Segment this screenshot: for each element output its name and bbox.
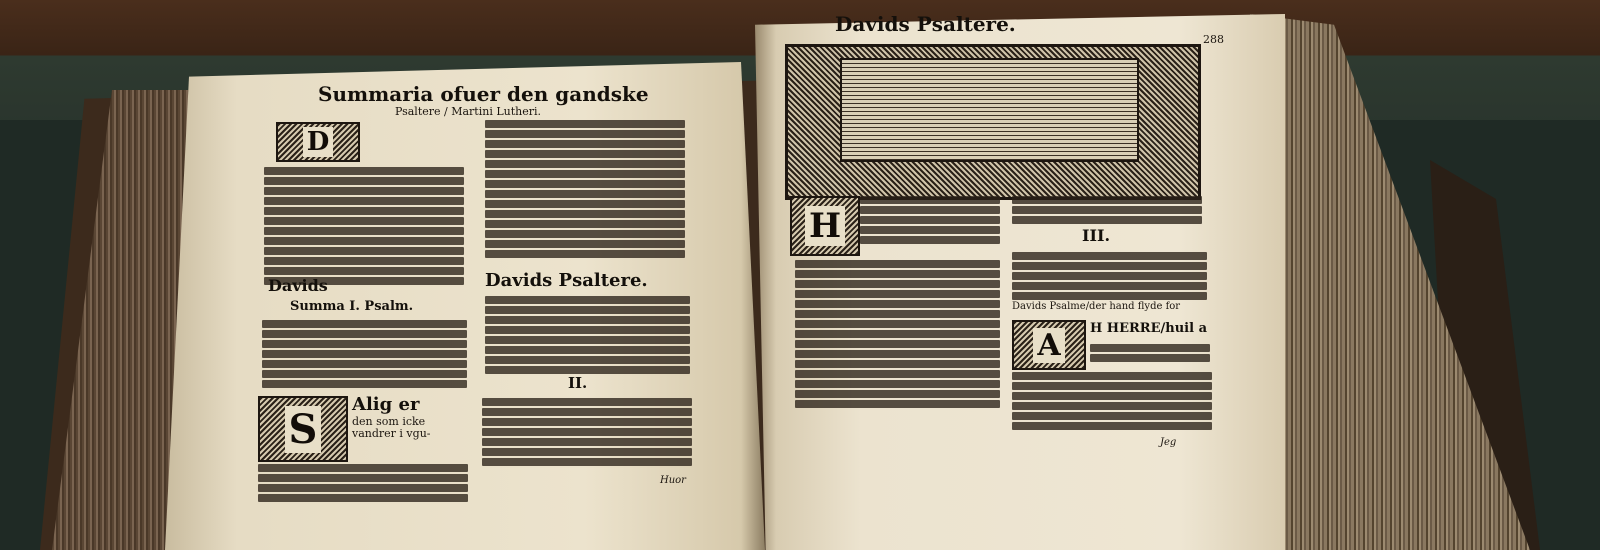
left-section-title: Davids Psaltere. xyxy=(485,270,648,291)
psalm-label: Summa I. Psalm. xyxy=(290,299,414,314)
left-page-subheading: Psaltere / Martini Lutheri. xyxy=(395,105,542,118)
decorated-initial-d: D xyxy=(276,122,360,162)
page-number: 288 xyxy=(1203,33,1224,46)
right-column-text-1 xyxy=(485,118,685,260)
psalm-1-verse-text xyxy=(258,462,468,504)
catchword: Huor xyxy=(660,475,686,486)
left-numeral: II. xyxy=(568,374,588,392)
right-column-text-2 xyxy=(795,258,1000,410)
left-column-text-1 xyxy=(264,165,464,287)
psalm-1-text xyxy=(485,294,690,376)
closing-catchword: Jeg xyxy=(1160,437,1177,448)
initial-text-a: H HERRE/huil a xyxy=(1090,321,1207,336)
right-column-text-6 xyxy=(1012,370,1212,432)
right-column-text-3 xyxy=(1012,194,1202,226)
right-page-heading: Davids Psaltere. xyxy=(835,12,1016,36)
right-column-text-4 xyxy=(1012,250,1207,302)
right-column-text-1 xyxy=(860,194,1000,246)
right-column-text-5 xyxy=(1090,342,1210,364)
decorated-initial-s: S xyxy=(258,396,348,462)
decorated-initial-a: A xyxy=(1012,320,1086,370)
davids-label-left: Davids xyxy=(268,276,328,295)
psalm-2-text xyxy=(482,396,692,468)
psalm-summary-text xyxy=(262,318,467,390)
woodcut-illustration-scene xyxy=(840,58,1139,162)
psalm-note: Davids Psalme/der hand flyde for xyxy=(1012,301,1181,312)
initial-text-2: den som icke xyxy=(352,415,426,428)
decorated-initial-h: H xyxy=(790,196,860,256)
initial-text-1: Alig er xyxy=(352,394,420,415)
initial-text-3: vandrer i vgu- xyxy=(352,427,431,440)
left-page-heading: Summaria ofuer den gandske xyxy=(318,82,649,106)
right-numeral: III. xyxy=(1082,226,1111,245)
